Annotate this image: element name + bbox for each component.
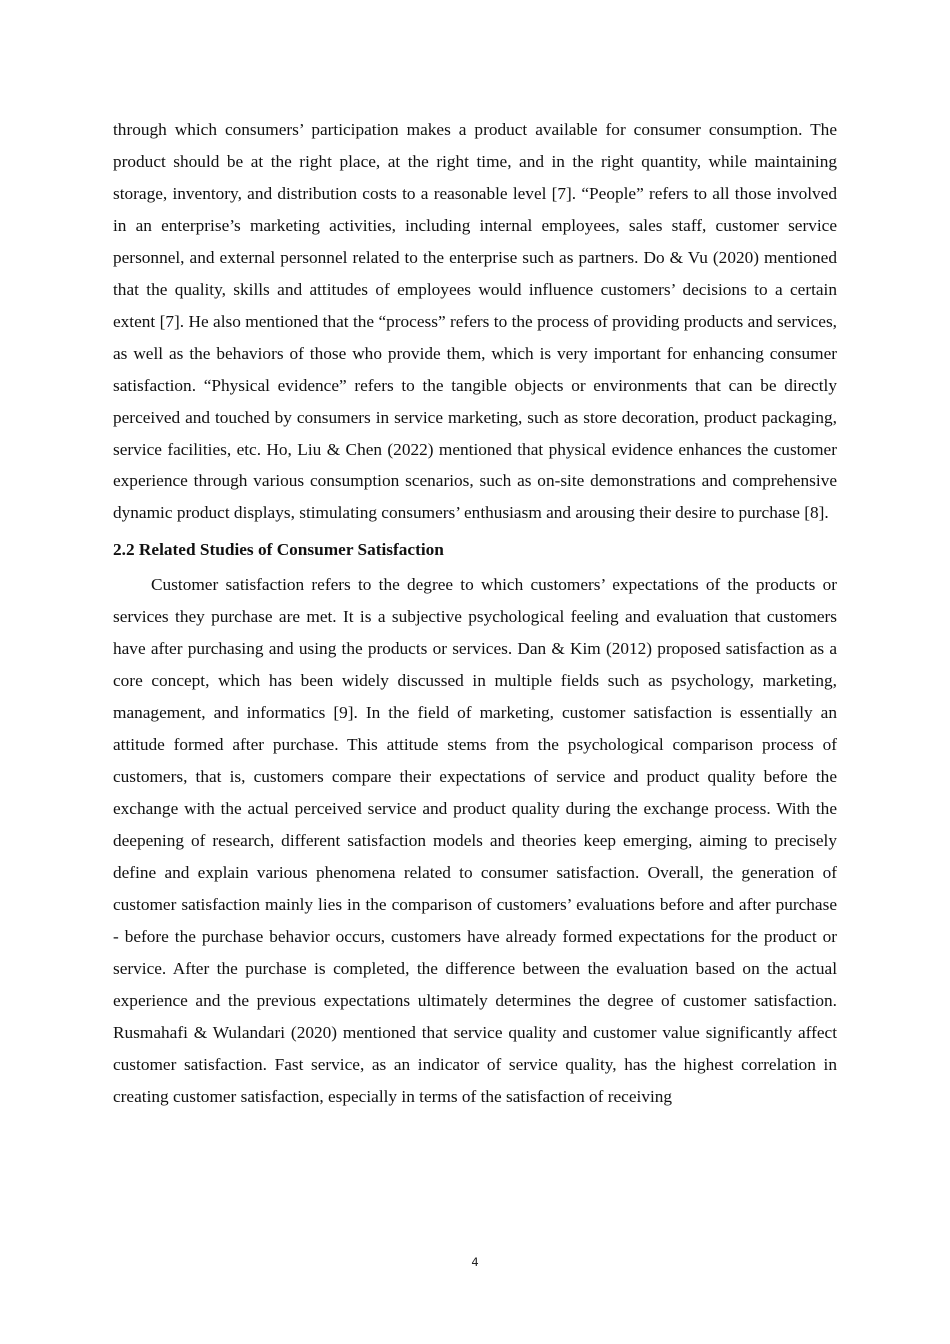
body-paragraph-continued: through which consumers’ participation makes a product available for consumer consumption. The product should be at the right place, at the right time, and in the right quantity, while maintaining storage, inventory, and distribution costs to a reasonable level [7]. “People” refers to all those involved in an enterprise’s marketing activities, including internal employees, sales staff, customer service personnel, and external personnel related to the enterprise such as partners. Do & Vu (2020) mentioned that the quality, skills and attitudes of employees would influence customers’ decisions to a certain extent [7]. He also mentioned that the “process” refers to the process of providing products and services, as well as the behaviors of those who provide them, which is very important for enhancing consumer satisfaction. “Physical evidence” refers to the tangible objects or environments that can be directly perceived and touched by consumers in service marketing, such as store decoration, product packaging, service facilities, etc. Ho, Liu & Chen (2022) mentioned that physical evidence enhances the customer experience through various consumption scenarios, such as on-site demonstrations and comprehensive dynamic product displays, stimulating consumers’ enthusiasm and arousing their desire to purchase [8].: [113, 120, 837, 523]
page-number: 4: [471, 1255, 479, 1269]
page-body: [113, 114, 837, 1113]
section-heading: 2.2 Related Studies of Consumer Satisfaction: [113, 540, 444, 560]
body-paragraph-consumer-satisfaction: Customer satisfaction refers to the degree to which customers’ expectations of the products or services they purchase are met. It is a subjective psychological feeling and evaluation that customers have after purchasing and using the products or services. Dan & Kim (2012) proposed satisfaction as a core concept, which has been widely discussed in multiple fields such as psychology, marketing, management, and informatics [9]. In the field of marketing, customer satisfaction is essentially an attitude formed after purchase. This attitude stems from the psychological comparison process of customers, that is, customers compare their expectations of service and product quality before the exchange with the actual perceived service and product quality during the exchange process. With the deepening of research, different satisfaction models and theories keep emerging, aiming to precisely define and explain various phenomena related to consumer satisfaction. Overall, the generation of customer satisfaction mainly lies in the comparison of customers’ evaluations before and after purchase - before the purchase behavior occurs, customers have already formed expectations for the product or service. After the purchase is completed, the difference between the evaluation based on the actual experience and the previous expectations ultimately determines the degree of customer satisfaction. Rusmahafi & Wulandari (2020) mentioned that service quality and customer value significantly affect customer satisfaction. Fast service, as an indicator of service quality, has the highest correlation in creating customer satisfaction, especially in terms of the satisfaction of receiving: [113, 575, 837, 1106]
